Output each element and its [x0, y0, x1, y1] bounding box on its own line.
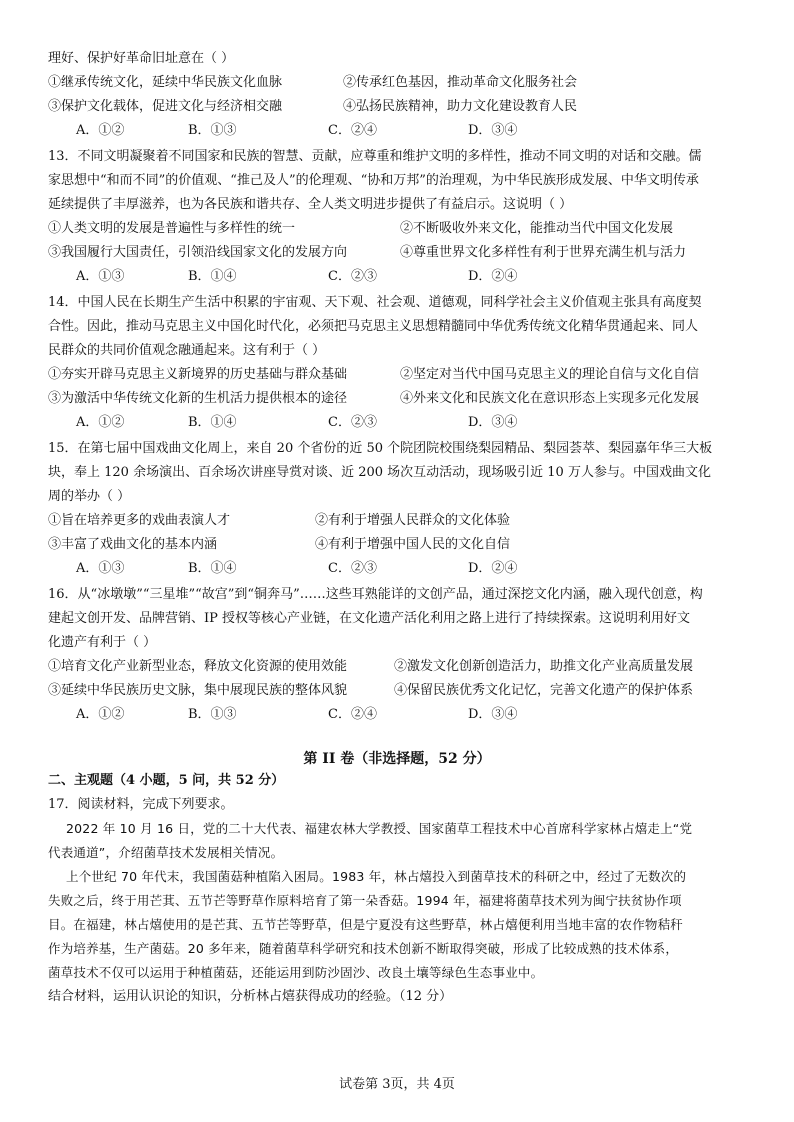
q15-choice-c: C．②③ [328, 561, 377, 576]
q12-choice-d: D．③④ [468, 123, 518, 138]
q15-choice-d: D．②④ [468, 561, 518, 576]
q14-stem-line3: 民群众的共同价值观念融通起来。这有利于（ ） [48, 343, 326, 358]
q14-option-4: ④外来文化和民族文化在意识形态上实现多元化发展 [400, 391, 700, 406]
q13-stem-line3: 延续提供了丰厚滋养，也为各民族和谐共存、全人类文明进步提供了有益启示。这说明（ ） [48, 197, 573, 212]
q17-para1-line1: 2022 年 10 月 16 日，党的二十大代表、福建农林大学教授、国家菌草工程技术中心首席科学家林占熺走上“党 [66, 821, 693, 836]
q17-para2-line1: 上个世纪 70 年代末，我国菌菇种植陷入困局。1983 年，林占熺投入到菌草技术的科研之中，经过了无数次的 [66, 869, 687, 884]
q13-choice-d: D．②④ [468, 269, 518, 284]
q16-choice-b: B．①③ [188, 707, 237, 722]
q16-choice-d: D．③④ [468, 707, 518, 722]
q16-option-2: ②激发文化创新创造活力，助推文化产业高质量发展 [394, 659, 694, 674]
q12-option-3: ③保护文化载体，促进文化与经济相交融 [48, 99, 283, 114]
q16-option-1: ①培育文化产业新型业态，释放文化资源的使用效能 [48, 659, 348, 674]
q15-stem-line3: 周的举办（ ） [48, 489, 131, 504]
q15-option-4: ④有利于增强中国人民的文化自信 [315, 537, 511, 552]
q15-choice-b: B．①④ [188, 561, 237, 576]
q14-option-3: ③为激活中华传统文化新的生机活力提供根本的途径 [48, 391, 348, 406]
q16-stem-line3: 化遗产有利于（ ） [48, 635, 157, 650]
section2-title: 第 II 卷（非选择题，52 分） [303, 751, 491, 767]
q17-intro: 17．阅读材料，完成下列要求。 [48, 797, 234, 812]
q17-para2-line5: 菌草技术不仅可以运用于种植菌菇，还能运用到防沙固沙、改良土壤等绿色生态事业中。 [48, 965, 544, 980]
q12-option-2: ②传承红色基因，推动革命文化服务社会 [343, 75, 578, 90]
q17-task: 结合材料，运用认识论的知识，分析林占熺获得成功的经验。（12 分） [48, 989, 453, 1004]
q12-option-1: ①继承传统文化，延续中华民族文化血脉 [48, 75, 283, 90]
q15-option-2: ②有利于增强人民群众的文化体验 [315, 513, 511, 528]
q13-choice-c: C．②③ [328, 269, 377, 284]
page-footer: 试卷第 3页，共 4页 [339, 1077, 455, 1092]
q14-stem-line1: 14．中国人民在长期生产生活中积累的宇宙观、天下观、社会观、道德观，同科学社会主义价值观主张具有高度契 [48, 295, 702, 310]
q16-stem-line2: 建起文创开发、品牌营销、IP 授权等核心产业链，在文化遗产活化利用之路上进行了持续探索。这说明利用好文 [48, 611, 691, 626]
q15-option-1: ①旨在培养更多的戏曲表演人才 [48, 513, 231, 528]
q12-choice-b: B．①③ [188, 123, 237, 138]
q13-option-1: ①人类文明的发展是普遍性与多样性的统一 [48, 221, 296, 236]
q15-option-3: ③丰富了戏曲文化的基本内涵 [48, 537, 218, 552]
q12-stem: 理好、保护好革命旧址意在（ ） [48, 51, 235, 66]
q16-option-3: ③延续中华民族历史文脉，集中展现民族的整体风貌 [48, 683, 348, 698]
q13-option-3: ③我国履行大国责任，引领沿线国家文化的发展方向 [48, 245, 348, 260]
q12-option-4: ④弘扬民族精神，助力文化建设教育人民 [343, 99, 578, 114]
q17-para2-line4: 作为培养基，生产菌菇。20 多年来，随着菌草科学研究和技术创新不断取得突破，形成了比较成熟的技术体系， [48, 941, 679, 956]
q13-choice-a: A．①③ [76, 269, 125, 284]
q14-option-1: ①夯实开辟马克思主义新境界的历史基础与群众基础 [48, 367, 348, 382]
q14-stem-line2: 合性。因此，推动马克思主义中国化时代化，必须把马克思主义思想精髓同中华优秀传统文化精华贯通起来、同人 [48, 319, 699, 334]
q12-choice-a: A．①② [76, 123, 125, 138]
q17-para2-line3: 目。在福建，林占熺使用的是芒萁、五节芒等野草，但是宁夏没有这些野草，林占熺便利用当地丰富的农作物秸秆 [48, 917, 684, 932]
q15-stem-line2: 块，奉上 120 余场演出、百余场次讲座导赏对谈、近 200 场次互动活动，现场吸引近 10 万人参与。中国戏曲文化 [48, 465, 711, 480]
q13-stem-line1: 13．不同文明凝聚着不同国家和民族的智慧、贡献，应尊重和维护文明的多样性，推动不同文明的对话和交融。儒 [48, 149, 702, 164]
q16-choice-c: C．②④ [328, 707, 377, 722]
q14-choice-b: B．①④ [188, 415, 237, 430]
q15-stem-line1: 15．在第七届中国戏曲文化周上，来自 20 个省份的近 50 个院团院校围绕梨园精品、梨园荟萃、梨园嘉年华三大板 [48, 441, 713, 456]
q17-para1-line2: 代表通道”，介绍菌草技术发展相关情况。 [48, 845, 284, 860]
q13-option-4: ④尊重世界文化多样性有利于世界充满生机与活力 [400, 245, 687, 260]
q14-option-2: ②坚定对当代中国马克思主义的理论自信与文化自信 [400, 367, 700, 382]
q16-option-4: ④保留民族优秀文化记忆，完善文化遗产的保护体系 [394, 683, 694, 698]
q16-stem-line1: 16．从“冰墩墩”“三星堆”“故宫”到“铜奔马”……这些耳熟能详的文创产品，通过深挖文化内涵，融入现代创意，构 [48, 587, 703, 602]
q13-choice-b: B．①④ [188, 269, 237, 284]
q16-choice-a: A．①② [76, 707, 125, 722]
q14-choice-c: C．②③ [328, 415, 377, 430]
q17-para2-line2: 失败之后，终于用芒萁、五节芒等野草作原料培育了第一朵香菇。1994 年，福建将菌草技术列为闽宁扶贫协作项 [48, 893, 682, 908]
q12-choice-c: C．②④ [328, 123, 377, 138]
q14-choice-d: D．③④ [468, 415, 518, 430]
q15-choice-a: A．①③ [76, 561, 125, 576]
q14-choice-a: A．①② [76, 415, 125, 430]
q13-stem-line2: 家思想中“和而不同”的价值观、“推己及人”的伦理观、“协和万邦”的治理观，为中华民族形成发展、中华文明传承 [48, 173, 699, 188]
section2-heading: 二、主观题（4 小题，5 问，共 52 分） [48, 773, 285, 788]
q13-option-2: ②不断吸收外来文化，能推动当代中国文化发展 [400, 221, 674, 236]
